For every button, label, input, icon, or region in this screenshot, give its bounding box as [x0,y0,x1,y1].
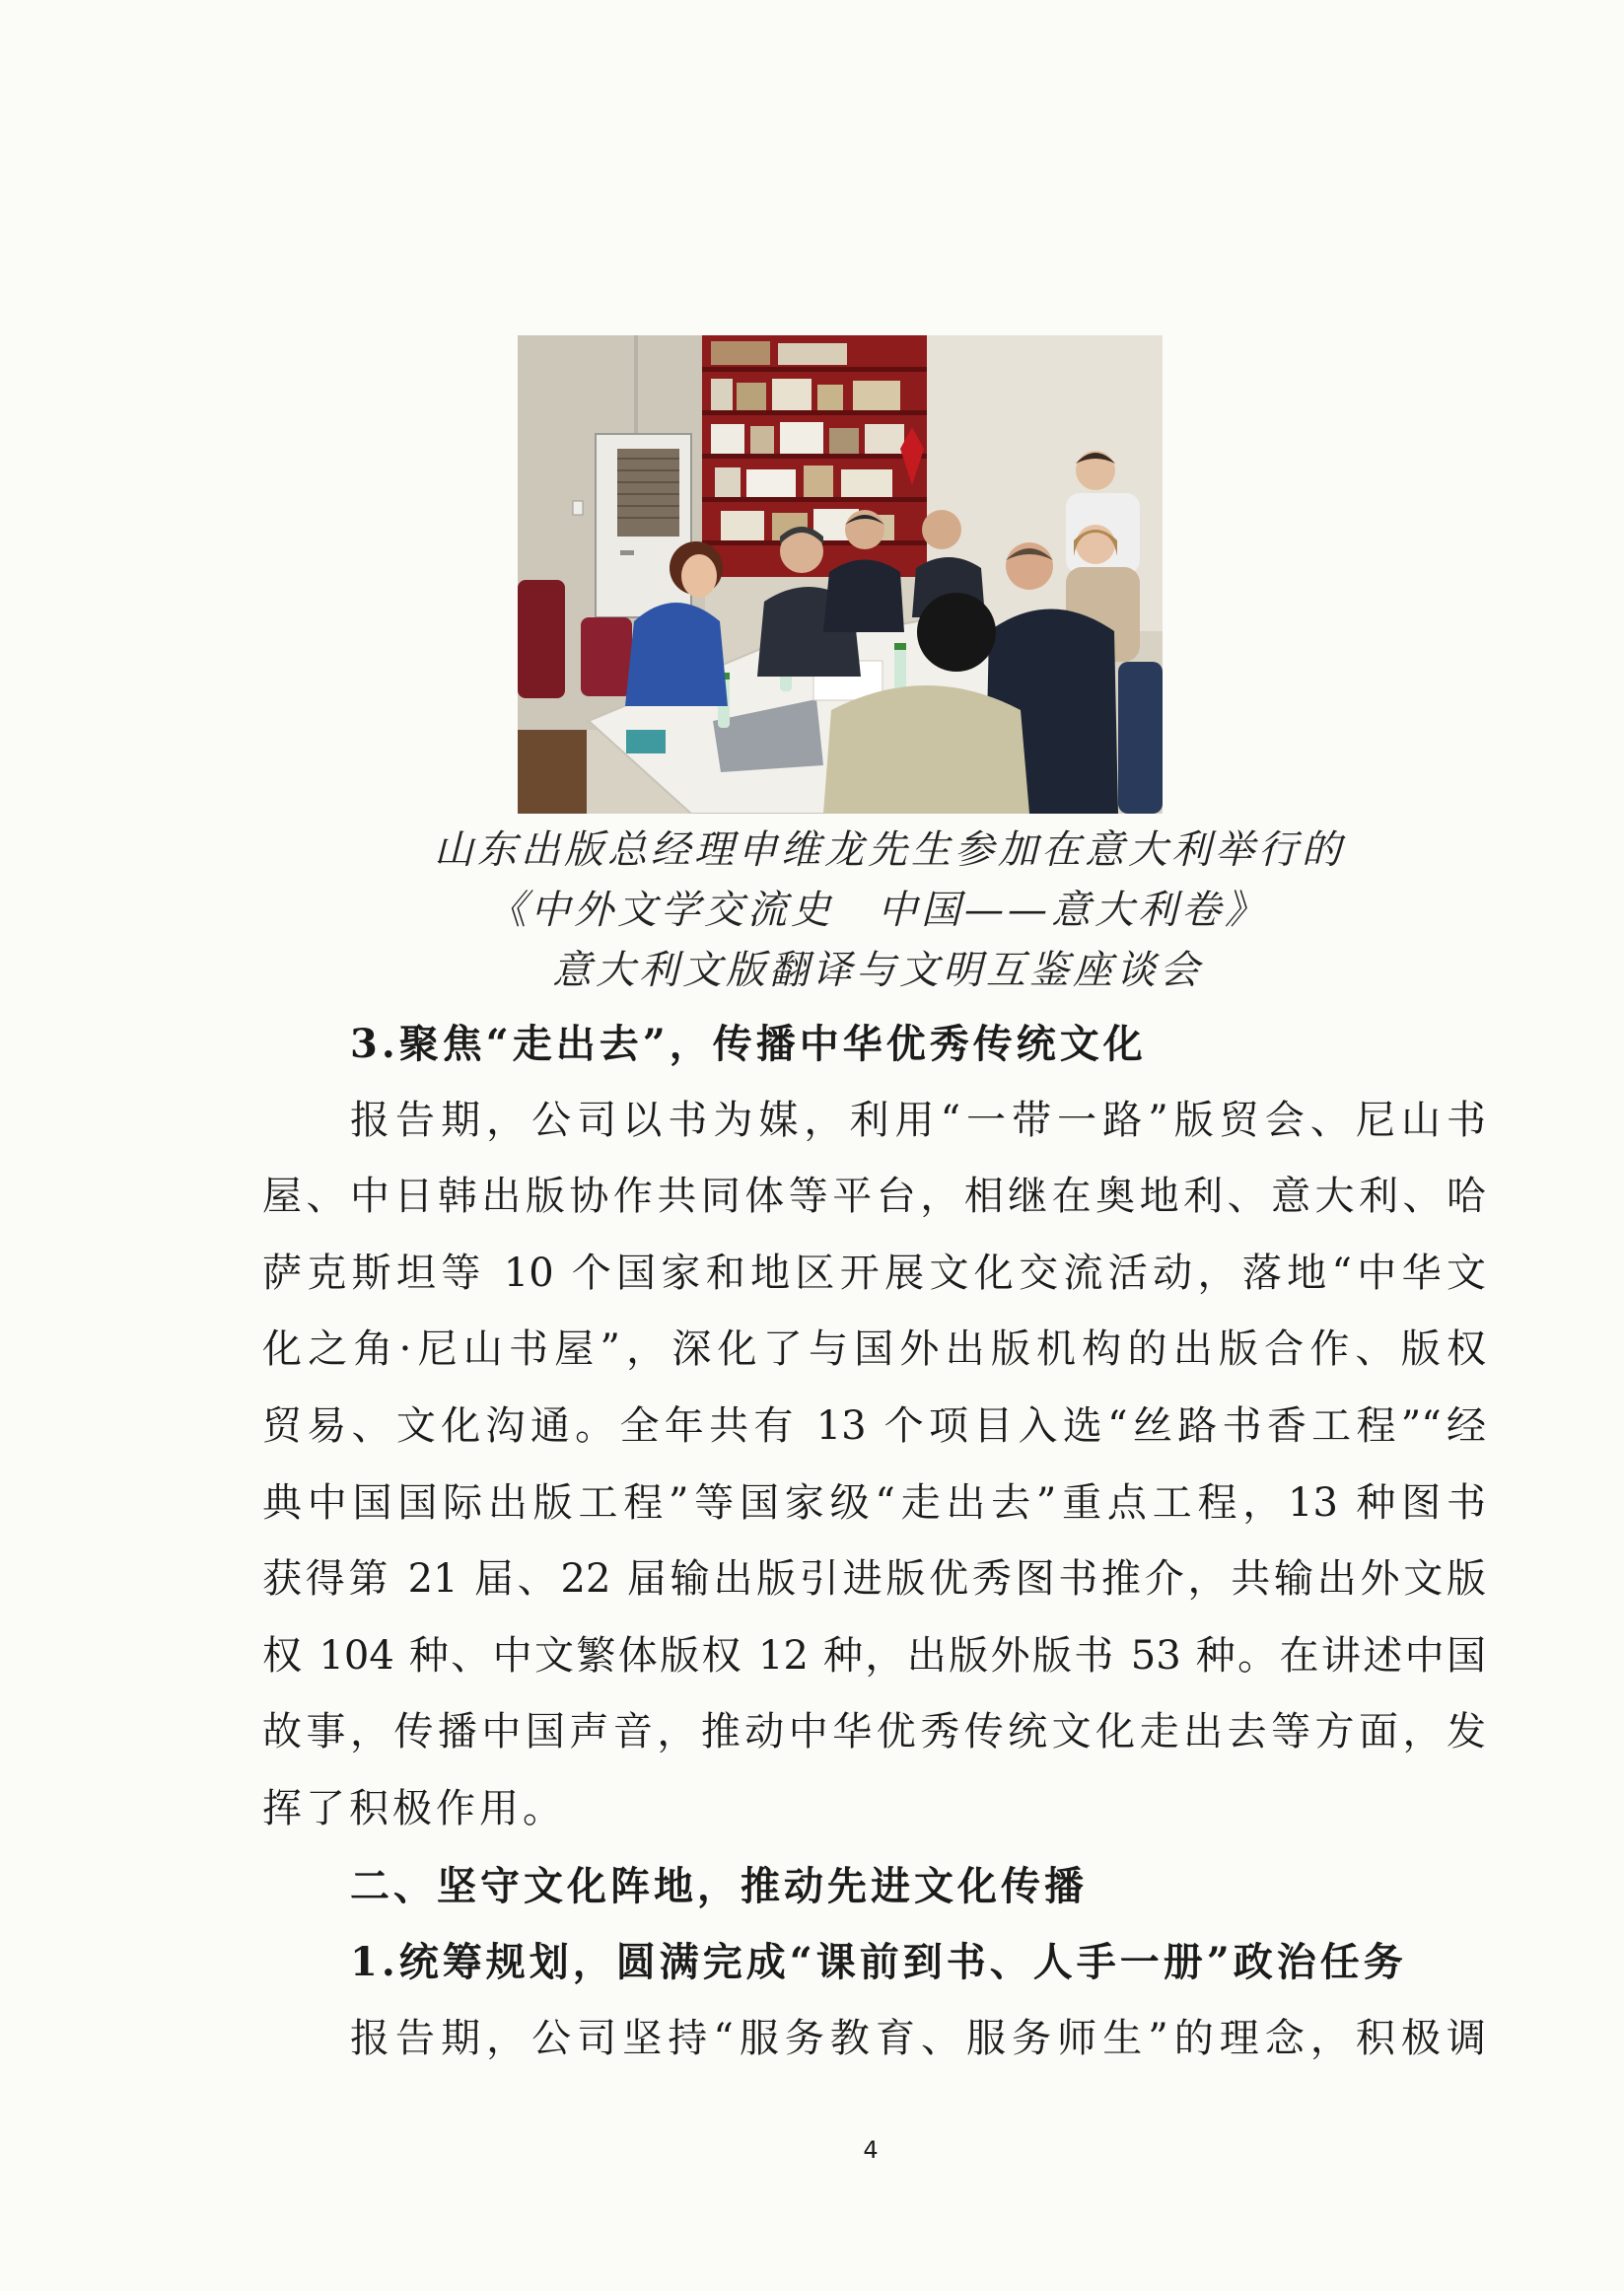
person-right-edge [1118,662,1163,814]
section-3-heading: 3.聚焦“走出去”，传播中华优秀传统文化 [350,1021,1147,1067]
paragraph-line: 故事，传播中国声音，推动中华优秀传统文化走出去等方面，发 [262,1709,1486,1755]
body-text [262,1006,1486,2077]
part-2-heading: 二、坚守文化阵地，推动先进文化传播 [350,1862,1088,1909]
caption-line: 《中外文学交流史 中国——意大利卷》 [487,888,1268,933]
paragraph-line: 挥了积极作用。 [262,1785,566,1831]
paragraph-line: 获得第 21 届、22 届输出版引进版优秀图书推介，共输出外文版 [262,1556,1486,1603]
paragraph-line: 权 104 种、中文繁体版权 12 种，出版外版书 53 种。在讲述中国 [262,1632,1486,1679]
red-chair-left [518,580,565,698]
paragraph-line: 典中国国际出版工程”等国家级“走出去”重点工程，13 种图书 [262,1479,1486,1526]
paragraph-line: 化之角·尼山书屋”，深化了与国外出版机构的出版合作、版权 [262,1326,1486,1373]
subsection-1-heading: 1.统筹规划，圆满完成“课前到书、人手一册”政治任务 [350,1939,1407,1986]
floor [518,730,587,814]
paragraph-line: 贸易、文化沟通。全年共有 13 个项目入选“丝路书香工程”“经 [262,1402,1486,1449]
paragraph-line: 屋、中日韩出版协作共同体等平台，相继在奥地利、意大利、哈 [262,1174,1486,1220]
caption-line: 山东出版总经理申维龙先生参加在意大利举行的 [434,827,1345,873]
meeting-photo [518,335,1163,814]
page-number: 4 [863,2136,879,2164]
paragraph-line: 萨克斯坦等 10 个国家和地区开展文化交流活动，落地“中华文 [262,1250,1486,1296]
red-chair-middle [581,617,632,696]
photo-caption [434,821,1345,1001]
wall-pipe [634,335,638,434]
paragraph-line: 报告期，公司坚持“服务教育、服务师生”的理念，积极调 [350,2015,1486,2061]
paragraph-line: 报告期，公司以书为媒，利用“一带一路”版贸会、尼山书 [350,1097,1486,1143]
door-window [617,449,679,537]
caption-line: 意大利文版翻译与文明互鉴座谈会 [552,948,1203,993]
meeting-photo-drawing [518,335,1163,814]
door-handle [620,550,634,555]
light-switch [573,501,583,515]
